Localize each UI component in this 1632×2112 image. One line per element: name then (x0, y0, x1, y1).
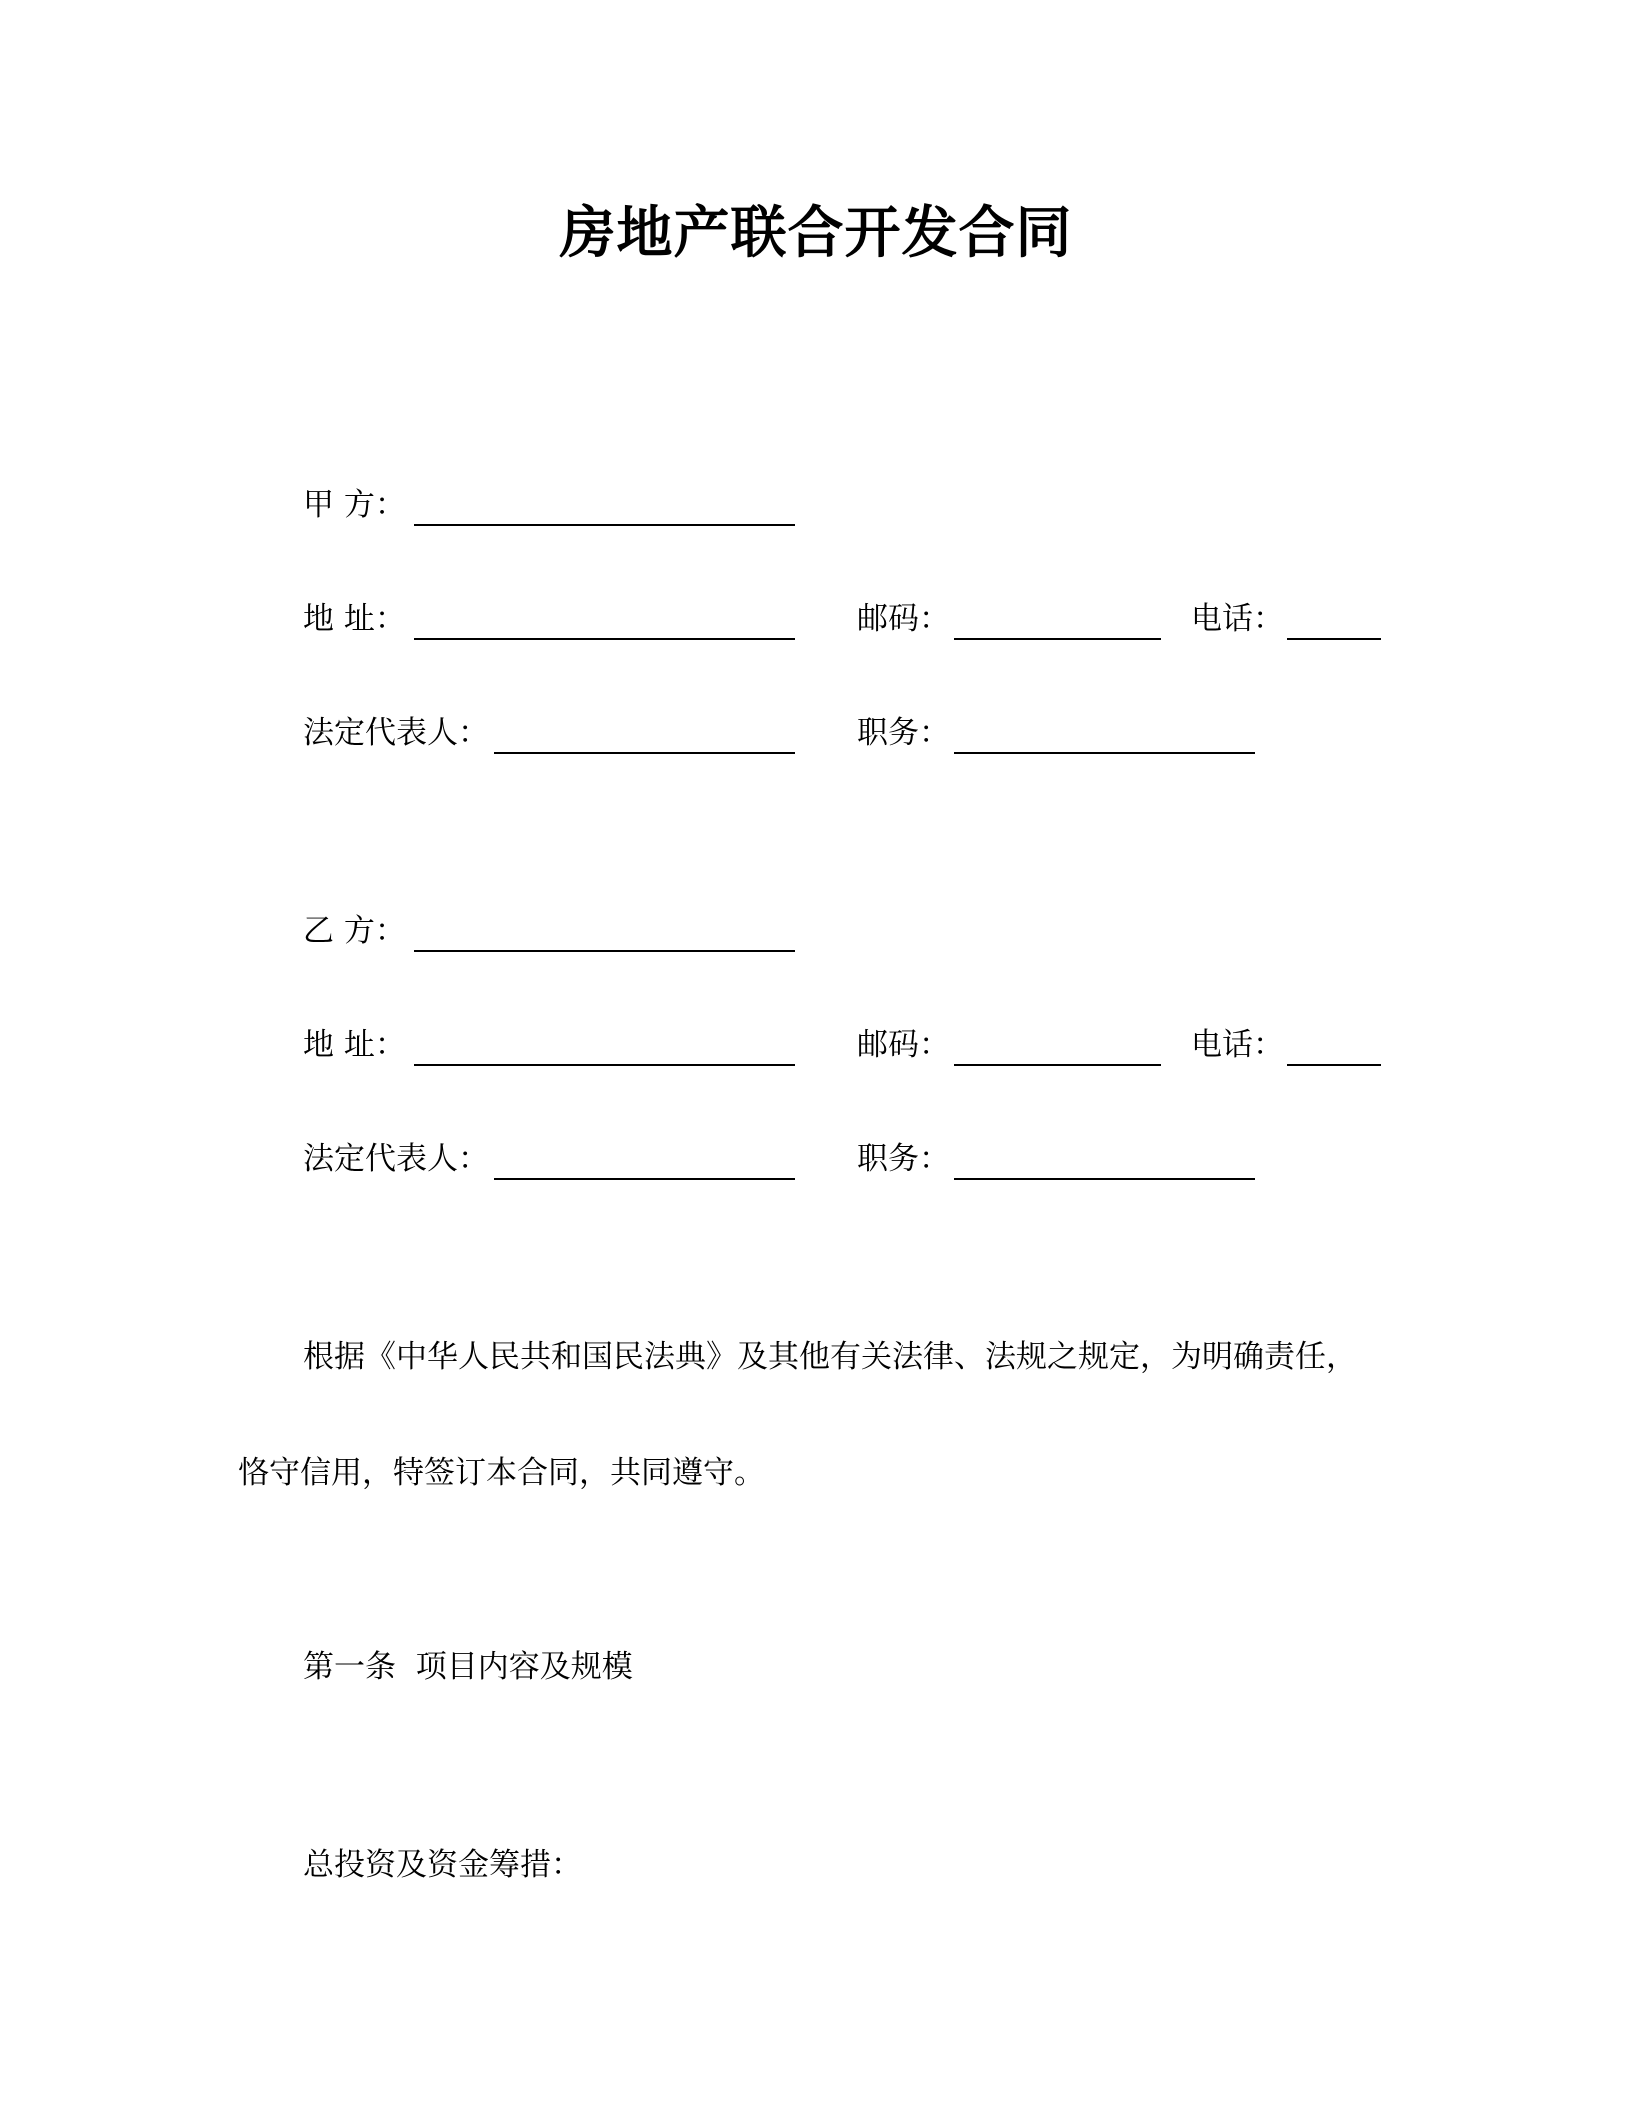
party-a-legal-rep-field[interactable] (494, 752, 795, 754)
party-a-position-label: 职务： (857, 715, 950, 751)
party-a-phone-field[interactable] (1287, 638, 1381, 640)
party-a-address-label: 地 址： (303, 601, 406, 637)
party-b-name-field[interactable] (414, 950, 795, 952)
page-title: 房地产联合开发合同 (559, 201, 1073, 266)
preamble-line-2: 恪守信用，特签订本合同，共同遵守。 (238, 1455, 765, 1491)
article-1-heading: 第一条 项目内容及规模 (303, 1649, 633, 1685)
party-b-phone-label: 电话： (1191, 1027, 1284, 1063)
preamble-line-1: 根据《中华人民共和国民法典》及其他有关法律、法规之规定，为明确责任， (303, 1339, 1357, 1375)
party-a-phone-label: 电话： (1191, 601, 1284, 637)
party-a-name-field[interactable] (414, 524, 795, 526)
party-a-legal-rep-label: 法定代表人： (303, 715, 489, 751)
party-b-legal-rep-label: 法定代表人： (303, 1141, 489, 1177)
party-b-address-field[interactable] (414, 1064, 795, 1066)
party-a-postcode-label: 邮码： (857, 601, 950, 637)
party-a-label: 甲 方： (303, 487, 406, 523)
party-b-postcode-field[interactable] (954, 1064, 1161, 1066)
investment-heading: 总投资及资金筹措： (303, 1847, 582, 1883)
party-a-postcode-field[interactable] (954, 638, 1161, 640)
party-a-address-field[interactable] (414, 638, 795, 640)
party-b-phone-field[interactable] (1287, 1064, 1381, 1066)
party-b-position-label: 职务： (857, 1141, 950, 1177)
party-a-position-field[interactable] (954, 752, 1255, 754)
party-b-postcode-label: 邮码： (857, 1027, 950, 1063)
party-b-position-field[interactable] (954, 1178, 1255, 1180)
party-b-legal-rep-field[interactable] (494, 1178, 795, 1180)
party-b-label: 乙 方： (303, 913, 406, 949)
party-b-address-label: 地 址： (303, 1027, 406, 1063)
